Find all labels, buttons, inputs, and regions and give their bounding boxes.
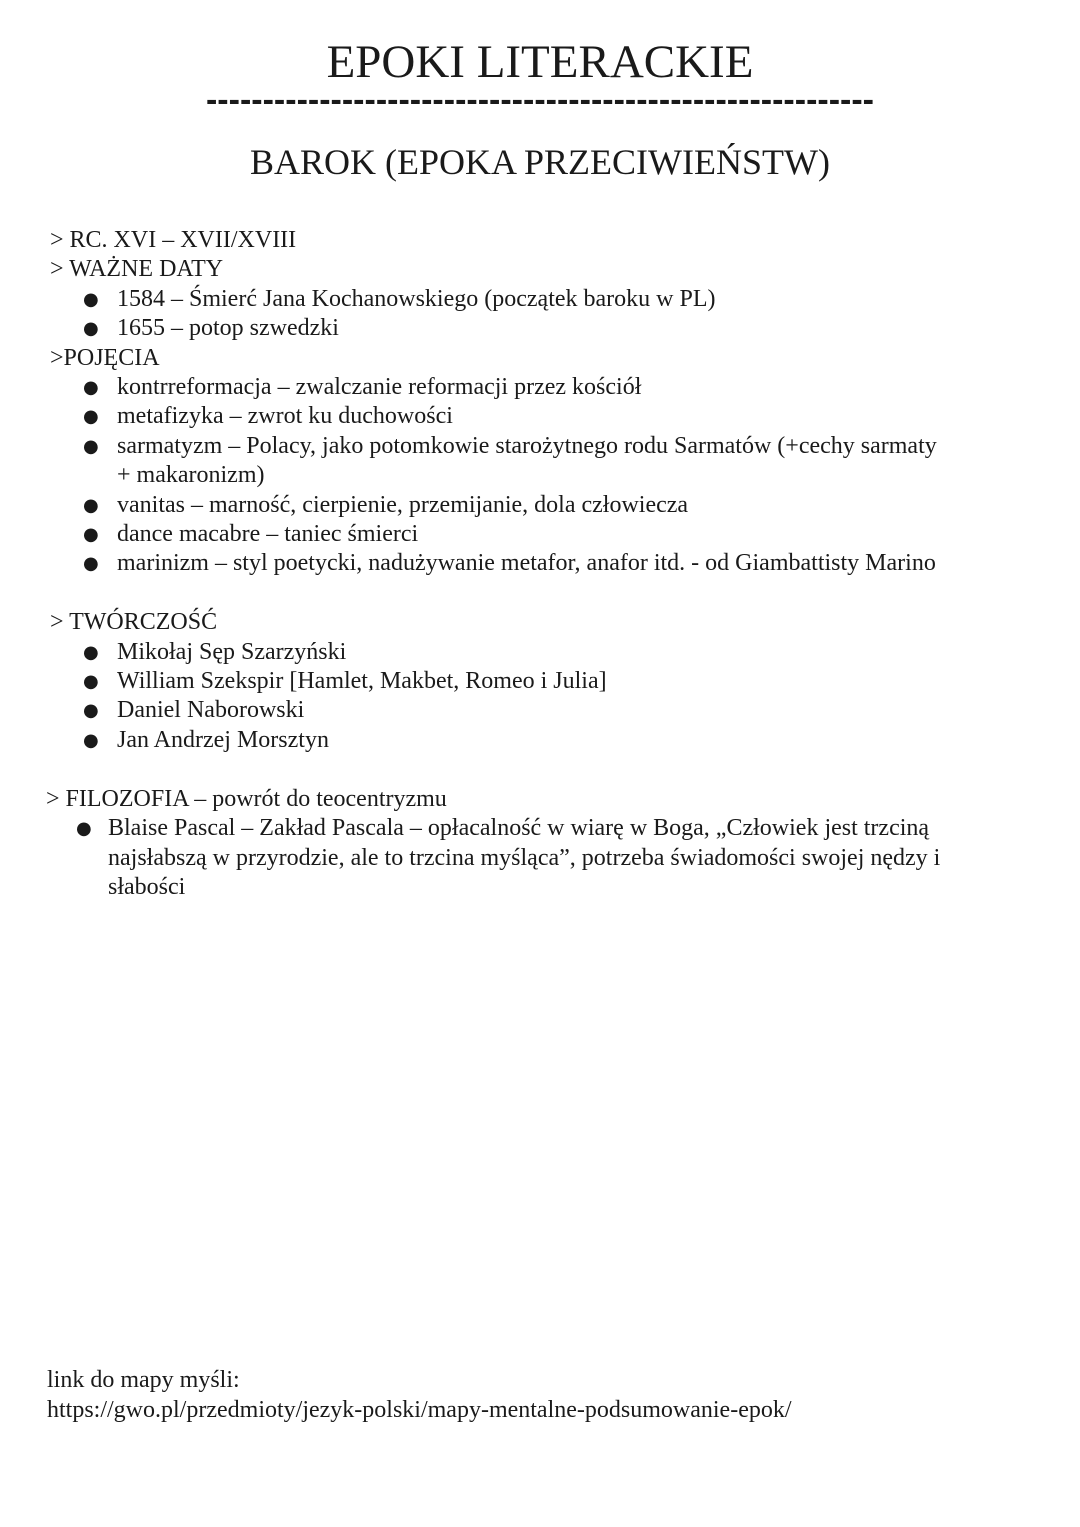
- list-item-text: 1584 – Śmierć Jana Kochanowskiego (początek baroku w PL): [117, 285, 716, 312]
- section-philosophy: [46, 785, 950, 903]
- section-period: [50, 226, 950, 255]
- section-concepts: [50, 344, 950, 579]
- bullet-icon: ●: [83, 406, 99, 428]
- list-item-text: vanitas – marność, cierpienie, przemijanie, dola człowiecza: [117, 491, 689, 518]
- bullet-icon: ●: [83, 641, 99, 663]
- list-item: [50, 314, 950, 343]
- bullet-icon: ●: [83, 435, 99, 457]
- bullet-icon: ●: [83, 318, 99, 340]
- list-item-text: kontrreformacja – zwalczanie reformacji przez kościół: [117, 374, 642, 401]
- bullet-icon: ●: [83, 671, 99, 693]
- list-item-text: metafizyka – zwrot ku duchowości: [117, 403, 453, 430]
- page-title: EPOKI LITERACKIE: [326, 36, 754, 88]
- list-item: [50, 285, 950, 314]
- section-heading: > FILOZOFIA – powrót do teocentryzmu: [46, 785, 447, 812]
- section-heading: > TWÓRCZOŚĆ: [50, 609, 218, 636]
- page-subtitle: BAROK (EPOKA PRZECIWIEŃSTW): [250, 142, 830, 182]
- bullet-icon: ●: [83, 377, 99, 399]
- footer-label: link do mapy myśli:: [47, 1367, 240, 1393]
- section-dates: [50, 255, 950, 343]
- list-item-text: Jan Andrzej Morsztyn: [117, 726, 329, 753]
- bullet-list: [50, 373, 950, 579]
- section-heading: >POJĘCIA: [50, 344, 160, 371]
- footer: [47, 1365, 792, 1425]
- bullet-icon: ●: [83, 729, 99, 751]
- bullet-icon: ●: [76, 818, 92, 840]
- list-item: [50, 726, 950, 755]
- bullet-list: [50, 638, 950, 756]
- bullet-icon: ●: [83, 553, 99, 575]
- list-item: [50, 638, 950, 667]
- list-item: [50, 373, 950, 402]
- spacer: [50, 755, 950, 784]
- list-item: [50, 432, 950, 491]
- list-item-text: William Szekspir [Hamlet, Makbet, Romeo i Julia]: [117, 668, 607, 695]
- section-heading: > WAŻNE DATY: [50, 256, 224, 283]
- list-item: [50, 520, 950, 549]
- list-item-text: marinizm – styl poetycki, nadużywanie metafor, anafor itd. - od Giambattisty Marino: [117, 550, 936, 577]
- section-heading: > RC. XVI – XVII/XVIII: [50, 227, 297, 253]
- spacer: [50, 579, 950, 608]
- list-item: [50, 696, 950, 725]
- list-item-text: dance macabre – taniec śmierci: [117, 521, 419, 548]
- bullet-icon: ●: [83, 494, 99, 516]
- list-item-text: Mikołaj Sęp Szarzyński: [117, 638, 347, 665]
- footer-link[interactable]: https://gwo.pl/przedmioty/jezyk-polski/mapy-mentalne-podsumowanie-epok/: [47, 1397, 792, 1423]
- notes-content: [46, 226, 950, 902]
- bullet-icon: ●: [83, 288, 99, 310]
- list-item: [46, 814, 950, 902]
- list-item: [50, 549, 950, 578]
- divider: -----------------------------------------------------------: [205, 81, 874, 119]
- list-item-text: 1655 – potop szwedzki: [117, 315, 339, 342]
- bullet-list: [46, 814, 950, 902]
- list-item: [50, 491, 950, 520]
- section-works: [50, 608, 950, 755]
- list-item-text: Daniel Naborowski: [117, 697, 305, 724]
- list-item: [50, 402, 950, 431]
- list-item-text: sarmatyzm – Polacy, jako potomkowie starożytnego rodu Sarmatów (+cechy sarmaty + makaronizm): [117, 432, 937, 489]
- list-item-text: Blaise Pascal – Zakład Pascala – opłacalność w wiarę w Boga, „Człowiek jest trzciną najsłabszą w przyrodzie, ale to trzcina myśląca”, potrzeba świadomości swojej nędzy i słabości: [108, 815, 941, 900]
- bullet-list: [50, 285, 950, 344]
- bullet-icon: ●: [83, 524, 99, 546]
- list-item: [50, 667, 950, 696]
- bullet-icon: ●: [83, 700, 99, 722]
